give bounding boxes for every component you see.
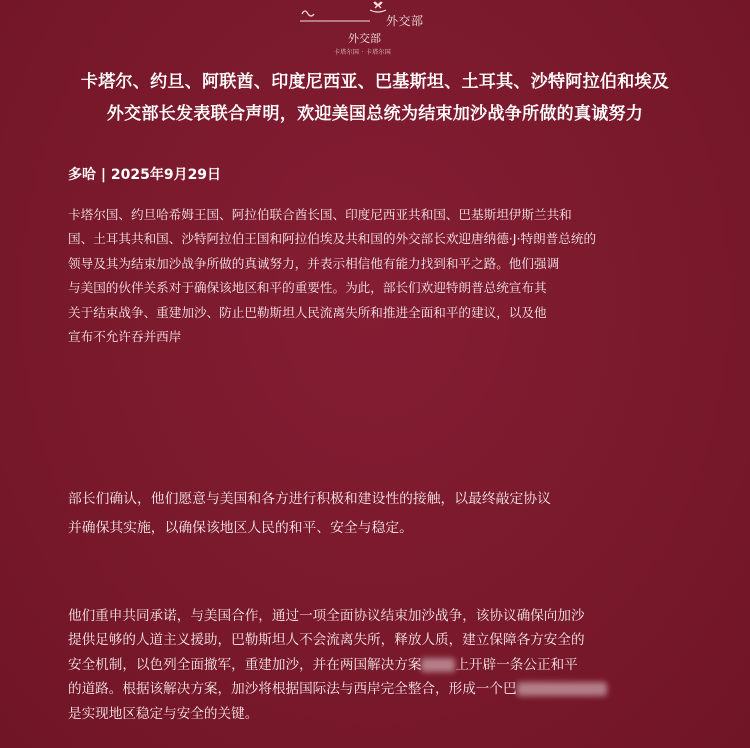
paragraph-fragment: 的道路。根据该解决方案，加沙将根据国际法与西岸完全整合，形成一个巴 — [68, 681, 517, 698]
blurred-overlay — [421, 658, 455, 672]
dateline: 多哈 | 2025年9月29日 — [68, 167, 222, 183]
title-line-2: 外交部长发表联合声明，欢迎美国总统为结束加沙战争所做的真诚努力 — [106, 104, 644, 124]
paragraph-line: 宣布不允许吞并西岸 — [68, 329, 182, 345]
paragraph-line: 与美国的伙伴关系对于确保该地区和平的重要性。为此，部长们欢迎特朗普总统宣布其 — [68, 280, 547, 296]
paragraph-3 — [68, 604, 700, 726]
paragraph-line: 提供足够的人道主义援助，巴勒斯坦人不会流离失所，释放人质，建立保障各方安全的 — [68, 632, 585, 649]
blurred-overlay — [517, 682, 607, 696]
paragraph-line — [68, 677, 700, 701]
paragraph-line: 他们重申共同承诺，与美国合作，通过一项全面协议结束加沙战争，该协议确保向加沙 — [68, 608, 585, 624]
paragraph-line: 关于结束战争、重建加沙、防止巴勒斯坦人民流离失所和推进全面和平的建议，以及他 — [68, 304, 547, 320]
paragraph-line: 卡塔尔国、约旦哈希姆王国、阿拉伯联合酋长国、印度尼西亚共和国、巴基斯坦伊斯兰共和 — [68, 207, 572, 222]
paragraph-line: 领导及其为结束加沙战争所做的真诚努力，并表示相信他有能力找到和平之路。他们强调 — [68, 255, 560, 271]
ministry-name-center: 外交部 — [348, 32, 381, 45]
paragraph-fragment: 安全机制，以色列全面撤军，重建加沙，并在两国解决方案 — [68, 656, 422, 673]
paragraph-2 — [68, 485, 700, 543]
paragraph-line: 并确保其实施，以确保该地区人民的和平、安全与稳定。 — [68, 520, 413, 536]
paragraph-fragment: 上开辟一条公正和平 — [455, 656, 578, 673]
paragraph-line: 国、土耳其共和国、沙特阿拉伯王国和阿拉伯埃及共和国的外交部长欢迎唐纳德·J·特朗普总统的 — [68, 231, 597, 247]
paragraph-1 — [68, 203, 700, 349]
ministry-name-right: 外交部 — [386, 14, 424, 28]
ministry-emblem — [290, 0, 400, 28]
statement-title — [40, 66, 710, 130]
emblem-logo-icon — [290, 0, 400, 28]
paragraph-line — [68, 653, 700, 677]
title-line-1: 卡塔尔、约旦、阿联酋、印度尼西亚、巴基斯坦、土耳其、沙特阿拉伯和埃及 — [80, 72, 670, 92]
paragraph-line: 是实现地区稳定与安全的关键。 — [68, 705, 259, 722]
paragraph-line: 部长们确认，他们愿意与美国和各方进行积极和建设性的接触，以最终敲定协议 — [68, 491, 551, 507]
ministry-subtitle: 卡塔尔国 · 卡塔尔国 — [334, 49, 392, 56]
